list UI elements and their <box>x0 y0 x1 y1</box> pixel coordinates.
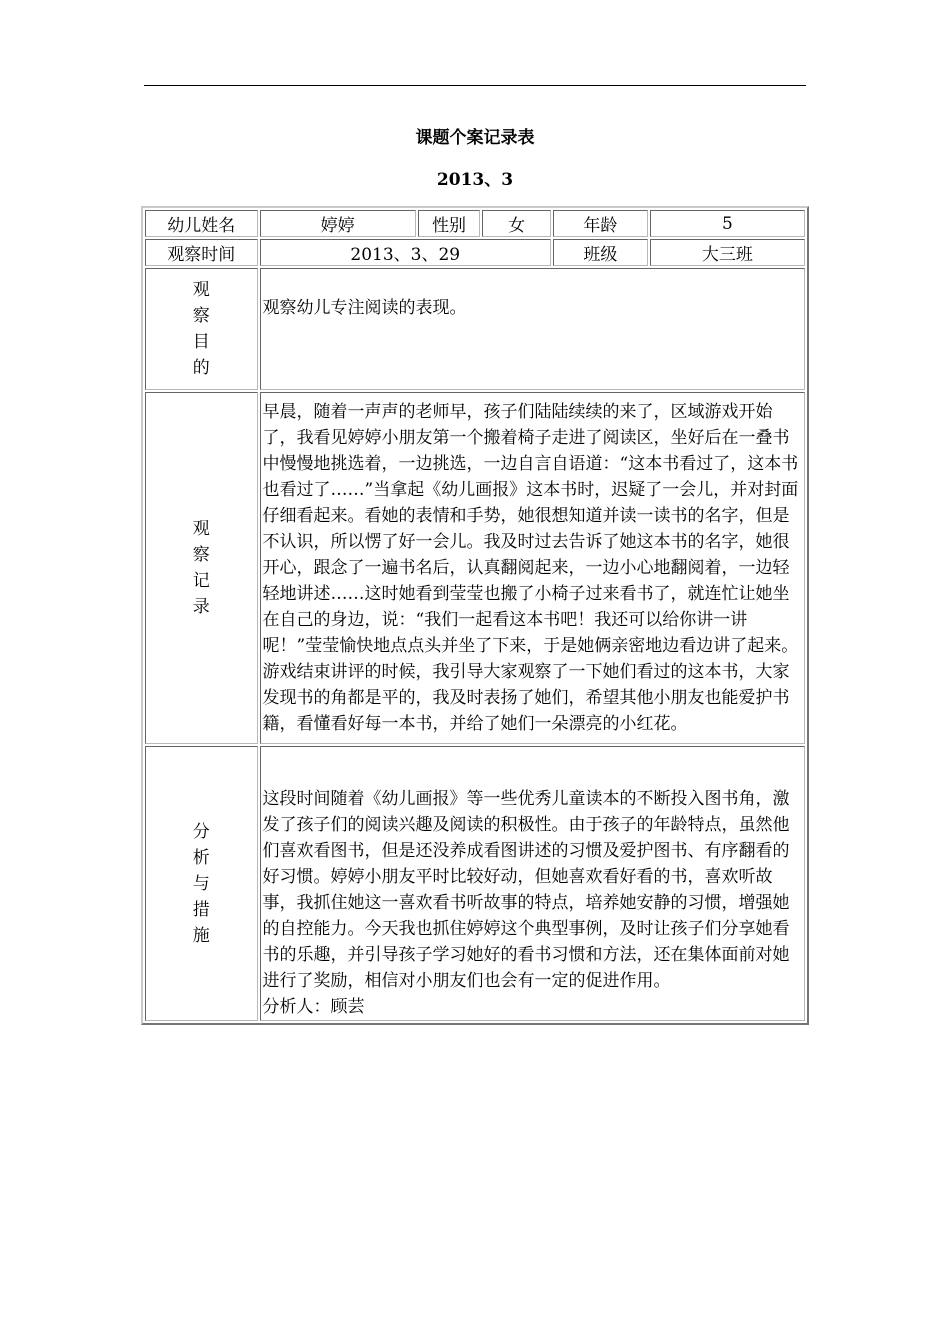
analysis-text-cell <box>260 746 806 1021</box>
record-label-char: 录 <box>192 597 210 617</box>
analysis-label-char: 分 <box>192 821 210 842</box>
table-row <box>145 392 805 744</box>
purpose-label-char: 的 <box>192 358 210 378</box>
analysis-label-char: 析 <box>192 847 210 868</box>
analysis-text: 这段时间随着《幼儿画报》等一些优秀儿童读本的不断投入图书角，激发了孩子们的阅读兴趣及阅读的积极性。由于孩子的年龄特点，虽然他们喜欢看图书，但是还没养成看图讲述的习惯及爱护图书、有序翻看的好习惯。婷婷小朋友平时比较好动，但她喜欢看好看的书，喜欢听故事，我抓住她这一喜欢看书听故事的特点，培养她安静的习惯，增强她的自控能力。今天我也抓住婷婷这个典型事例，及时让孩子们分享她看书的乐趣，并引导孩子学习她好的看书习惯和方法，还在集体面前对她进行了奖励，相信对小朋友们也会有一定的促进作用。 <box>262 789 790 991</box>
table-row <box>145 268 805 390</box>
analysis-label-char: 措 <box>192 899 210 920</box>
table-row <box>145 210 805 237</box>
age-label: 年龄 <box>553 210 648 237</box>
child-name-label: 幼儿姓名 <box>145 210 258 237</box>
record-text: 早晨，随着一声声的老师早，孩子们陆陆续续的来了，区域游戏开始了，我看见婷婷小朋友第一个搬着椅子走进了阅读区，坐好后在一叠书中慢慢地挑选着，一边挑选，一边自言自语道：“这本书看过了，这本书也看过了……”当拿起《幼儿画报》这本书时，迟疑了一会儿，并对封面仔细看起来。看她的表情和手势，她很想知道并读一读书的名字，但是不认识，所以愣了好一会儿。我及时过去告诉了她这本书的名字，她很开心，跟念了一遍书名后，认真翻阅起来，一边小心地翻阅着，一边轻轻地讲述……这时她看到莹莹也搬了小椅子过来看书了，就连忙让她坐在自己的身边，说：“我们一起看这本书吧！我还可以给你讲一讲呢！”莹莹愉快地点点头并坐了下来，于是她俩亲密地边看边讲了起来。游戏结束讲评的时候，我引导大家观察了一下她们看过的这本书，大家发现书的角都是平的，我及时表扬了她们，希望其他小朋友也能爱护书籍，看懂看好每一本书，并给了她们一朵漂亮的小红花。 <box>262 402 799 734</box>
child-name-value: 婷婷 <box>260 210 416 237</box>
record-label <box>145 392 258 744</box>
gender-value: 女 <box>482 210 551 237</box>
observation-time-value: 2013、3、29 <box>260 239 552 266</box>
age-value: 5 <box>650 210 805 237</box>
analysis-label-char: 与 <box>192 873 210 894</box>
record-label-char: 记 <box>192 571 210 591</box>
table-row <box>145 239 805 266</box>
page-date: 2013、3 <box>436 170 514 190</box>
page-title: 课题个案记录表 <box>415 128 535 148</box>
record-label-char: 察 <box>192 545 210 565</box>
purpose-text: 观察幼儿专注阅读的表现。 <box>260 268 806 390</box>
purpose-label-char: 目 <box>192 332 210 352</box>
class-label: 班级 <box>553 239 648 266</box>
purpose-label <box>145 268 258 390</box>
record-label-char: 观 <box>192 519 210 539</box>
gender-label: 性别 <box>418 210 481 237</box>
record-text-cell <box>260 392 806 744</box>
class-value: 大三班 <box>650 239 805 266</box>
analysis-label <box>145 746 258 1021</box>
analyst-name: 分析人：顾芸 <box>262 997 365 1017</box>
table-row <box>145 746 805 1021</box>
purpose-label-char: 观 <box>192 280 210 300</box>
observation-time-label: 观察时间 <box>145 239 258 266</box>
header-rule <box>144 85 806 86</box>
purpose-label-char: 察 <box>192 306 210 326</box>
record-table <box>141 206 809 1025</box>
analysis-label-char: 施 <box>192 925 210 946</box>
